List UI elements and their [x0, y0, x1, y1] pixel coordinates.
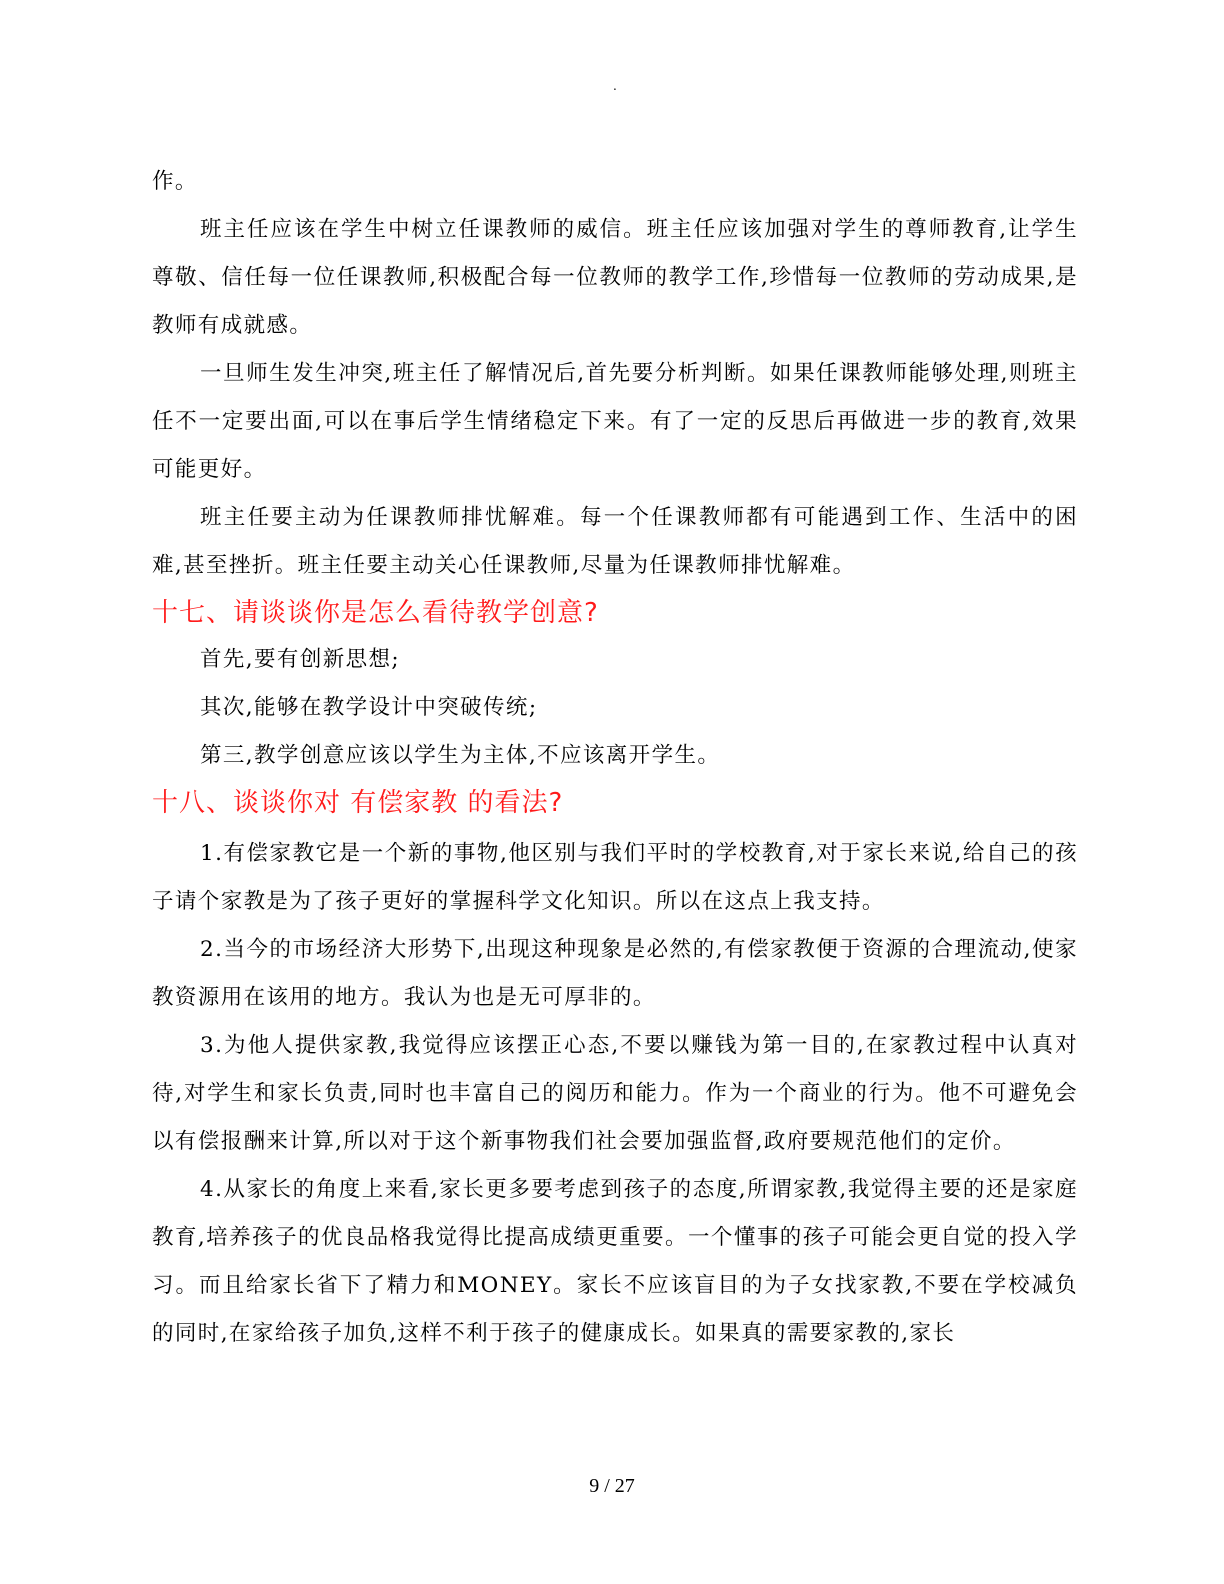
document-body: [152, 158, 1078, 1358]
paragraph: 班主任要主动为任课教师排忧解难。每一个任课教师都有可能遇到工作、生活中的困难,甚至挫折。班主任要主动关心任课教师,尽量为任课教师排忧解难。: [152, 505, 1078, 578]
numbered-paragraph: 2.当今的市场经济大形势下,出现这种现象是必然的,有偿家教便于资源的合理流动,使家教资源用在该用的地方。我认为也是无可厚非的。: [152, 937, 1078, 1010]
paragraph: 一旦师生发生冲突,班主任了解情况后,首先要分析判断。如果任课教师能够处理,则班主任不一定要出面,可以在事后学生情绪稳定下来。有了一定的反思后再做进一步的教育,效果可能更好。: [152, 361, 1078, 482]
section-heading-18: 十八、谈谈你对 有偿家教 的看法?: [152, 788, 564, 818]
numbered-paragraph: 3.为他人提供家教,我觉得应该摆正心态,不要以赚钱为第一目的,在家教过程中认真对待,对学生和家长负责,同时也丰富自己的阅历和能力。作为一个商业的行为。他不可避免会以有偿报酬来计算,所以对于这个新事物我们社会要加强监督,政府要规范他们的定价。: [152, 1033, 1078, 1154]
header-dot: .: [613, 79, 617, 93]
page-number: 9 / 27: [589, 1475, 635, 1497]
paragraph: 班主任应该在学生中树立任课教师的威信。班主任应该加强对学生的尊师教育,让学生尊敬、信任每一位任课教师,积极配合每一位教师的教学工作,珍惜每一位教师的劳动成果,是教师有成就感。: [152, 217, 1078, 338]
list-item: 首先,要有创新思想;: [200, 647, 401, 672]
list-item: 第三,教学创意应该以学生为主体,不应该离开学生。: [200, 743, 721, 768]
paragraph-continuation: 作。: [152, 169, 198, 194]
numbered-paragraph: 4.从家长的角度上来看,家长更多要考虑到孩子的态度,所谓家教,我觉得主要的还是家庭教育,培养孩子的优良品格我觉得比提高成绩更重要。一个懂事的孩子可能会更自觉的投入学习。而且给家长省下了精力和MONEY。家长不应该盲目的为子女找家教,不要在学校减负的同时,在家给孩子加负,这样不利于孩子的健康成长。如果真的需要家教的,家长: [152, 1177, 1078, 1346]
section-heading-17: 十七、请谈谈你是怎么看待教学创意?: [152, 598, 599, 628]
list-item: 其次,能够在教学设计中突破传统;: [200, 695, 538, 720]
numbered-paragraph: 1.有偿家教它是一个新的事物,他区别与我们平时的学校教育,对于家长来说,给自己的孩子请个家教是为了孩子更好的掌握科学文化知识。所以在这点上我支持。: [152, 841, 1078, 914]
